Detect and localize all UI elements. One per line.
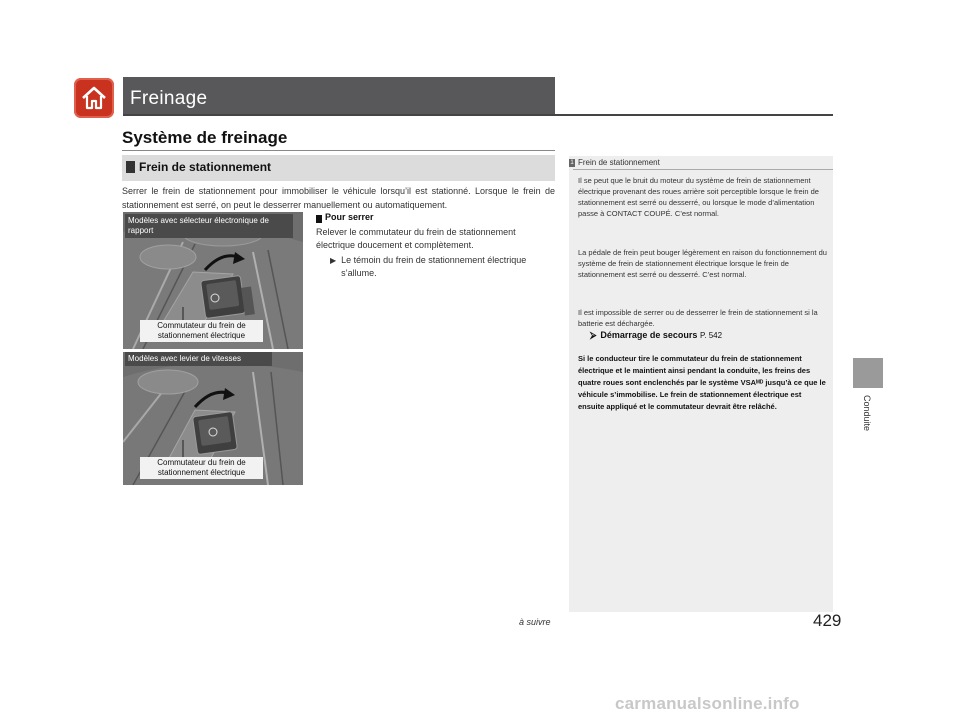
reference-arrow-icon: ⮚ [590, 330, 597, 340]
note-marker-icon: 1 [570, 160, 574, 166]
reference-page: P. 542 [699, 331, 723, 340]
figure-gear-lever [123, 352, 303, 485]
page-number: 429 [813, 611, 842, 630]
step-text: Relever le commutateur du frein de stationnement électrique doucement et complètement. [316, 227, 516, 250]
subsection-title: Frein de stationnement [139, 160, 272, 174]
callout-line: stationnement électrique [157, 468, 246, 477]
callout [140, 457, 263, 479]
section-title: Système de freinage [122, 128, 288, 147]
note-warning: Si le conducteur tire le commutateur du frein de stationnement électrique et le maintient ainsi pendant la conduite, les freins des quatre roues sont enclenchés par le système VSAᴹᴰ jusqu’à ce que le véhicule s’immobilise. Le frein de stationnement électrique est ensuite appliqué et le commutateur devrait être relâché. [578, 354, 826, 411]
reference-title: Démarrage de secours [600, 330, 698, 340]
chapter-tab-marker[interactable] [853, 358, 883, 388]
title-divider [123, 114, 833, 116]
watermark: carmanualsonline.info [615, 694, 800, 713]
step-square-icon [316, 215, 322, 223]
callout-line: Commutateur du frein de [157, 458, 246, 467]
continued-label: à suivre [519, 617, 551, 627]
reference-link[interactable] [590, 330, 722, 341]
notes-divider [573, 169, 833, 170]
result-arrow-icon: ▶ [330, 256, 337, 265]
home-button[interactable] [74, 78, 114, 118]
chapter-title: Freinage [130, 88, 208, 109]
figure-label: Modèles avec sélecteur électronique de rapport [125, 214, 293, 238]
home-icon [80, 84, 108, 112]
note-paragraph: La pédale de frein peut bouger légèrement en raison du fonctionnement du système de frein de stationnement électrique lorsque le frein de stationnement est serré ou desserré. C’est normal. [578, 248, 827, 279]
step-title: Pour serrer [325, 212, 374, 222]
step-result-text: Le témoin du frein de stationnement électrique s’allume. [341, 255, 527, 278]
figure-electronic-selector [123, 212, 303, 349]
note-paragraph: Il est impossible de serrer ou de desserrer le frein de stationnement si la batterie est déchargée. [578, 308, 818, 328]
callout-line: stationnement électrique [157, 331, 246, 340]
chapter-tab-label: Conduite [862, 395, 872, 432]
callout [140, 320, 263, 342]
notes-heading: Frein de stationnement [578, 158, 660, 167]
figure-label: Modèles avec levier de vitesses [125, 352, 272, 366]
subsection-square-icon [126, 161, 135, 173]
note-paragraph: Il se peut que le bruit du moteur du système de frein de stationnement électrique provenant des roues arrière soit perceptible lorsque le frein de stationnement est serré ou desserré, ou lorsque le mode d’alimentation passe à CONTACT COUPÉ. C’est normal. [578, 176, 819, 218]
intro-paragraph: Serrer le frein de stationnement pour immobiliser le véhicule lorsqu’il est stationné. Lorsque le frein de stationnement est serré, on peut le desserrer manuellement ou automatiquement. [122, 186, 555, 210]
step-result [330, 254, 530, 280]
section-divider [122, 150, 555, 151]
callout-line: Commutateur du frein de [157, 321, 246, 330]
